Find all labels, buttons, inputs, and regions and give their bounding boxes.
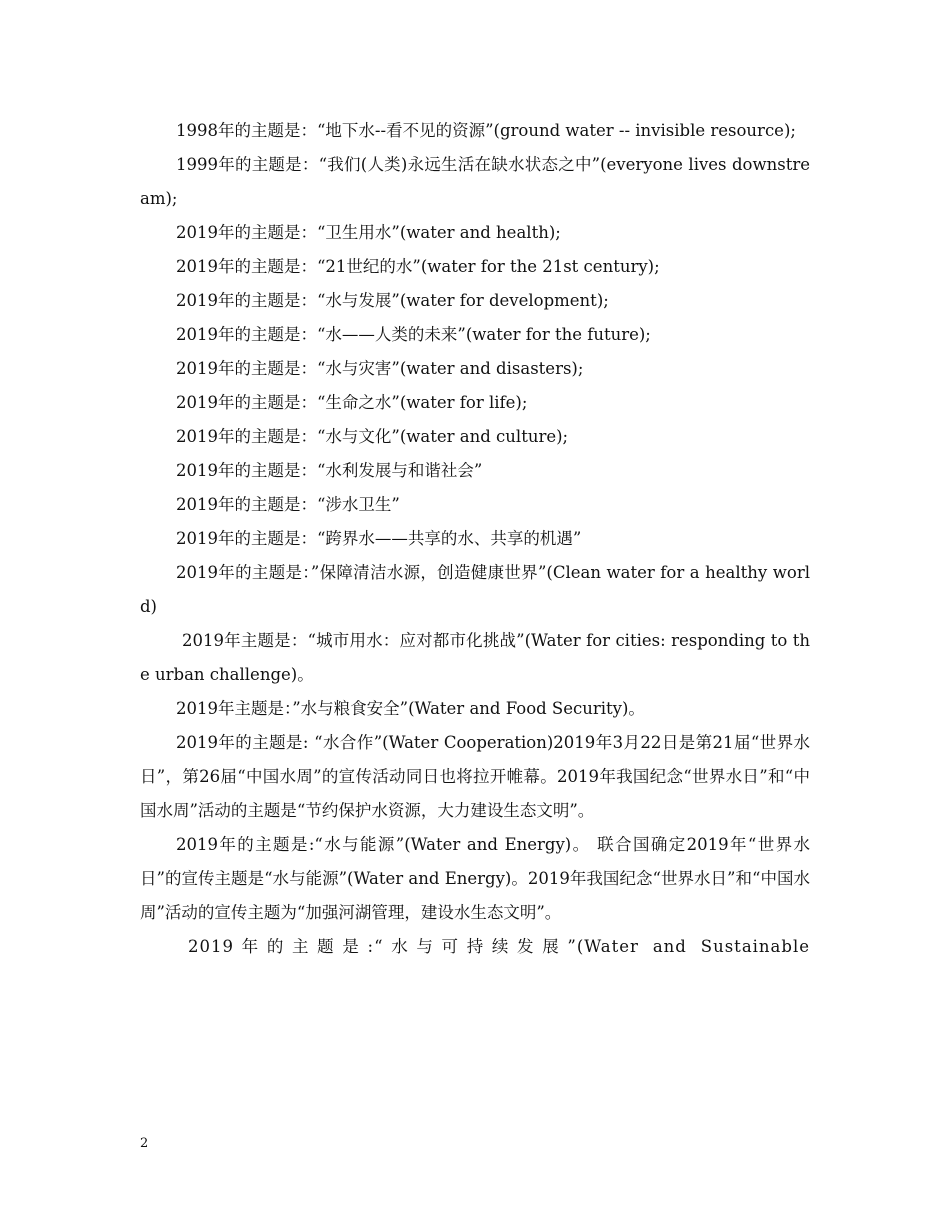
paragraph-theme-development: 2019年的主题是：“水与发展”(water for development); xyxy=(176,291,609,310)
paragraph-theme-water-health: 2019年的主题是：“卫生用水”(water and health); xyxy=(176,223,561,242)
paragraph-theme-disasters: 2019年的主题是：“水与灾害”(water and disasters); xyxy=(176,359,584,378)
paragraph-theme-energy: 2019年的主题是:“水与能源”(Water and Energy)。 联合国确定2019年“世界水日”的宣传主题是“水与能源”(Water and Energy)。2019年我国纪念“世界水日”和“中国水周”活动的宣传主题为“加强河湖管理，建设水生态文明”。 xyxy=(140,835,810,922)
paragraph-theme-sanitation: 2019年的主题是：“涉水卫生” xyxy=(176,495,400,514)
paragraph-theme-life: 2019年的主题是：“生命之水”(water for life); xyxy=(176,393,528,412)
paragraph-theme-cities: 2019年主题是：“城市用水：应对都市化挑战”(Water for cities: responding to the urban challenge)。 xyxy=(140,631,810,684)
paragraph-theme-cooperation: 2019年的主题是: “水合作”(Water Cooperation)2019年3月22日是第21届“世界水日”，第26届“中国水周”的宣传活动同日也将拉开帷幕。2019年我国纪念“世界水日”和“中国水周”活动的主题是“节约保护水资源，大力建设生态文明”。 xyxy=(140,733,810,820)
paragraph-1999-theme: 1999年的主题是：“我们(人类)永远生活在缺水状态之中”(everyone lives downstream); xyxy=(140,155,810,208)
paragraph-theme-harmony: 2019年的主题是：“水利发展与和谐社会” xyxy=(176,461,483,480)
paragraph-1998-theme: 1998年的主题是：“地下水--看不见的资源”(ground water -- invisible resource); xyxy=(176,121,796,140)
document-body xyxy=(140,114,810,964)
paragraph-theme-sustainable: 2019年的主题是:“水与可持续发展”(Water and Sustainable xyxy=(188,937,810,956)
page-number: 2 xyxy=(140,1136,149,1151)
paragraph-theme-future: 2019年的主题是：“水——人类的未来”(water for the future); xyxy=(176,325,651,344)
paragraph-theme-clean-water: 2019年的主题是：”保障清洁水源，创造健康世界”(Clean water for a healthy world) xyxy=(140,563,810,616)
paragraph-theme-transboundary: 2019年的主题是：“跨界水——共享的水、共享的机遇” xyxy=(176,529,582,548)
paragraph-theme-culture: 2019年的主题是：“水与文化”(water and culture); xyxy=(176,427,569,446)
paragraph-theme-21st-century: 2019年的主题是：“21世纪的水”(water for the 21st century); xyxy=(176,257,660,276)
paragraph-theme-food-security: 2019年主题是：”水与粮食安全”(Water and Food Security)。 xyxy=(176,699,645,718)
